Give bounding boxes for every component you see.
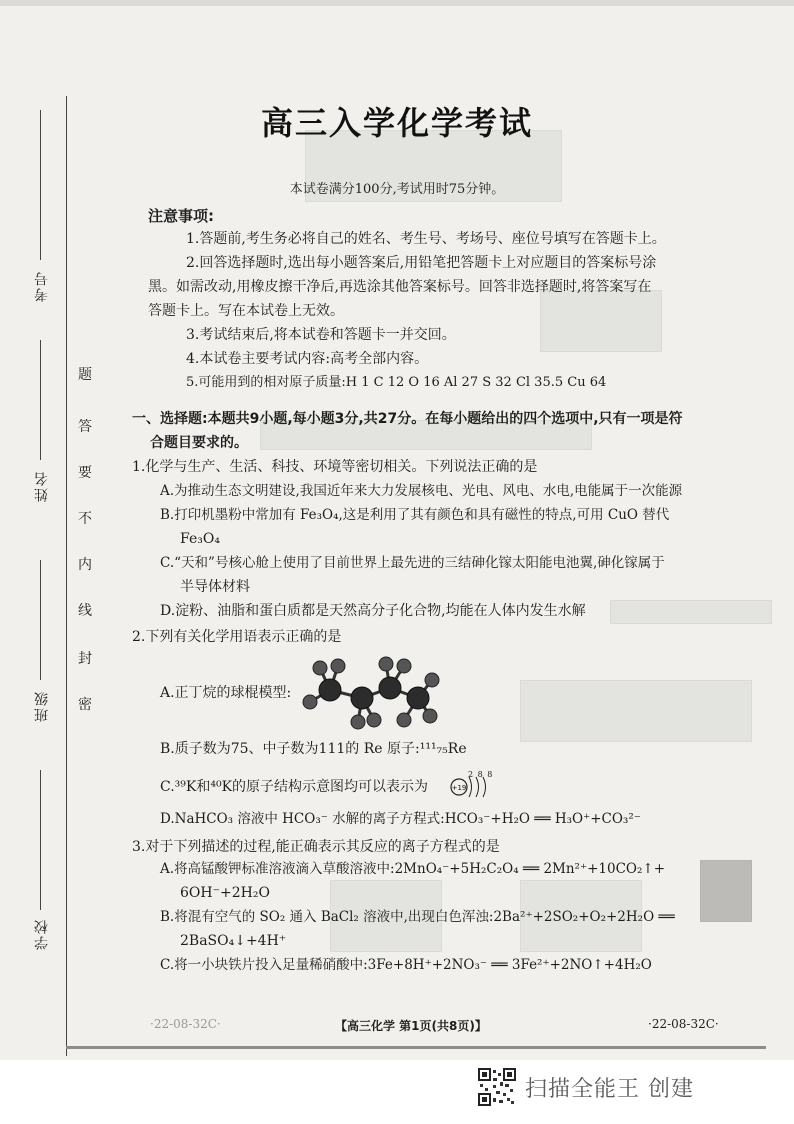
question-3-option-b: B.将混有空气的 SO₂ 通入 BaCl₂ 溶液中,出现白色浑浊:2Ba²⁺+2SO₂+O₂+2H₂O ══: [160, 909, 675, 925]
seal-char: 不: [78, 511, 92, 527]
class-label: 班级: [34, 690, 50, 722]
scan-edge-bottom: [66, 1046, 766, 1049]
notes-heading: 注意事项:: [148, 207, 214, 225]
footer-page-info: 【高三化学 第1页(共8页)】: [335, 1019, 487, 1033]
question-3-stem: 3.对于下列描述的过程,能正确表示其反应的离子方程式的是: [132, 839, 500, 855]
notes-line: 1.答题前,考生务必将自己的姓名、考生号、考场号、座位号填写在答题卡上。: [186, 231, 666, 247]
question-1-option-c-cont: 半导体材料: [180, 579, 250, 595]
nucleus-charge: +19: [451, 784, 467, 792]
scanner-watermark: 扫描全能王 创建: [525, 1077, 694, 1102]
bleed-through: [610, 600, 772, 624]
question-3-option-a-cont: 6OH⁻+2H₂O: [180, 885, 270, 901]
bleed-through: [540, 290, 662, 352]
question-2-option-c: C.³⁹K和⁴⁰K的原子结构示意图均可以表示为: [160, 779, 429, 795]
seal-char: 内: [78, 557, 92, 573]
notes-line: 黑。如需改动,用橡皮擦干净后,再选涂其他答案标号。回答非选择题时,将答案写在: [148, 279, 652, 295]
question-1-option-c: C.“天和”号核心舱上使用了目前世界上最先进的三结砷化镓太阳能电池翼,砷化镓属于: [160, 555, 665, 571]
question-2-option-d: D.NaHCO₃ 溶液中 HCO₃⁻ 水解的离子方程式:HCO₃⁻+H₂O ══ H₃O⁺+CO₃²⁻: [160, 811, 641, 827]
question-1-option-b: B.打印机墨粉中常加有 Fe₃O₄,这是利用了其有颜色和具有磁性的特点,可用 CuO 替代: [160, 507, 670, 523]
notes-line: 2.回答选择题时,选出每小题答案后,用铅笔把答题卡上对应题目的答案标号涂: [186, 255, 657, 271]
name-label: 姓名: [34, 470, 50, 502]
question-1-option-b-cont: Fe₃O₄: [180, 531, 220, 547]
question-3-option-a: A.将高锰酸钾标准溶液滴入草酸溶液中:2MnO₄⁻+5H₂C₂O₄ ══ 2Mn²⁺+10CO₂↑+: [160, 861, 666, 877]
class-underline: [40, 560, 41, 680]
question-3-option-c: C.将一小块铁片投入足量稀硝酸中:3Fe+8H⁺+2NO₃⁻ ══ 3Fe²⁺+2NO↑+4H₂O: [160, 957, 652, 973]
section-heading: 一、选择题:本题共9小题,每小题3分,共27分。在每小题给出的四个选项中,只有一项是符: [132, 411, 683, 427]
school-label: 学校: [34, 918, 50, 950]
seal-char: 答: [78, 419, 92, 435]
bleed-through: [520, 680, 752, 742]
question-1-stem: 1.化学与生产、生活、科技、环境等密切相关。下列说法正确的是: [132, 459, 538, 475]
question-2-option-a: A.正丁烷的球棍模型:: [160, 685, 292, 701]
question-2-stem: 2.下列有关化学用语表示正确的是: [132, 629, 342, 645]
binding-line: [66, 96, 67, 1056]
seal-char: 封: [78, 651, 92, 667]
seal-char: 题: [78, 367, 92, 383]
question-2-option-b: B.质子数为75、中子数为111的 Re 原子:¹¹¹₇₅Re: [160, 741, 467, 757]
exam-number-label: 考号: [34, 270, 50, 302]
notes-line: 答题卡上。写在本试卷上无效。: [148, 303, 344, 319]
electron-shell-counts: 2 8 8: [468, 770, 494, 779]
butane-ball-stick-model: [300, 650, 440, 730]
question-3-option-b-cont: 2BaSO₄↓+4H⁺: [180, 933, 287, 949]
notes-line: 5.可能用到的相对原子质量:H 1 C 12 O 16 Al 27 S 32 Cl 35.5 Cu 64: [186, 375, 607, 390]
school-underline: [40, 770, 41, 910]
exam-subtitle: 本试卷满分100分,考试用时75分钟。: [289, 182, 505, 197]
notes-line: 3.考试结束后,将本试卷和答题卡一并交回。: [186, 327, 456, 343]
name-underline: [40, 340, 41, 460]
seal-char: 密: [78, 697, 92, 713]
seal-char: 线: [78, 603, 92, 619]
question-1-option-a: A.为推动生态文明建设,我国近年来大力发展核电、光电、风电、水电,电能属于一次能源: [160, 483, 683, 499]
bleed-through: [700, 860, 752, 922]
page-title: 高三入学化学考试: [260, 104, 533, 142]
footer-faint-code: ·22-08-32C·: [150, 1017, 221, 1031]
footer-paper-code: ·22-08-32C·: [648, 1017, 719, 1031]
question-1-option-d: D.淀粉、油脂和蛋白质都是天然高分子化合物,均能在人体内发生水解: [160, 603, 586, 619]
scan-edge-top: [0, 0, 794, 6]
seal-char: 要: [78, 465, 92, 481]
notes-line: 4.本试卷主要考试内容:高考全部内容。: [186, 351, 429, 367]
qr-code-icon: [478, 1068, 516, 1106]
section-heading-cont: 合题目要求的。: [150, 435, 248, 451]
